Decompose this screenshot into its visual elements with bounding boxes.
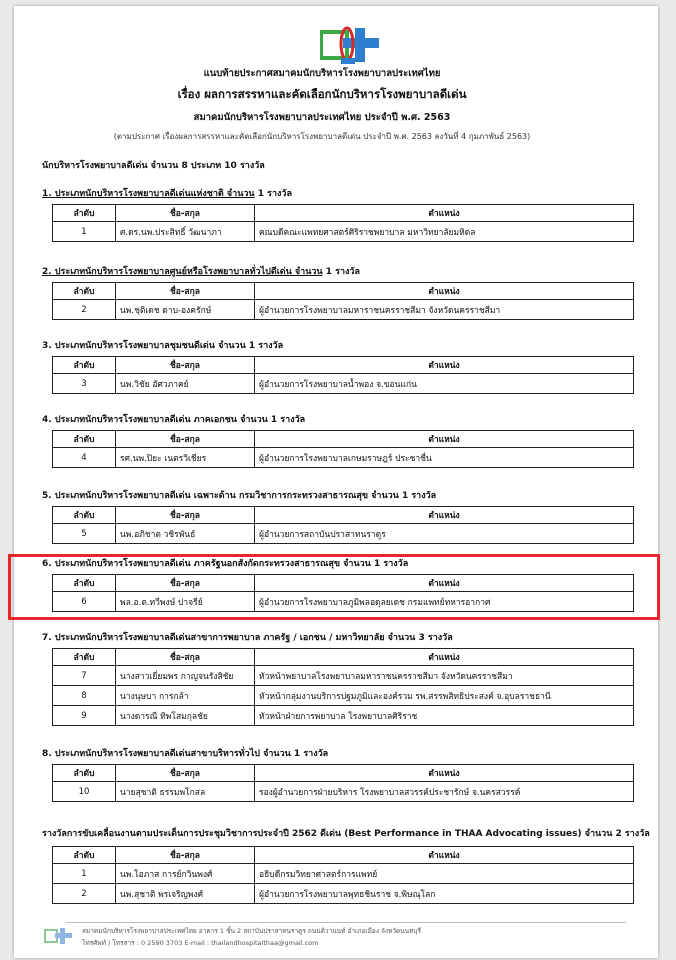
award-table — [52, 506, 634, 544]
cell-name: รศ.นพ.ปิยะ เนตรวิเชียร — [116, 448, 255, 468]
section-title-text: 5. ประเภทนักบริหารโรงพยาบาลดีเด่น เฉพาะด้าน กรมวิชาการกระทรวงสาธารณสุข จำนวน 1 รางวัล — [42, 491, 437, 501]
column-header-no: ลำดับ — [53, 205, 116, 222]
column-header-no: ลำดับ — [53, 847, 116, 864]
document-title: เรื่อง ผลการสรรหาและคัดเลือกนักบริหารโรงพยาบาลดีเด่น — [177, 87, 467, 101]
cell-number: 7 — [53, 666, 116, 686]
award-table — [52, 846, 634, 904]
award-table — [52, 356, 634, 394]
section-title — [42, 488, 436, 502]
summary-line: นักบริหารโรงพยาบาลดีเด่น จำนวน 8 ประเภท 10 รางวัล — [42, 161, 265, 171]
section-title — [42, 826, 650, 840]
award-table — [52, 282, 634, 320]
cell-name: นพ.สุชาติ พรเจริญพงศ์ — [116, 884, 255, 904]
column-header-name: ชื่อ-สกุล — [116, 649, 255, 666]
section-title-text: 7. ประเภทนักบริหารโรงพยาบาลดีเด่นสาขาการพยาบาล ภาครัฐ / เอกชน / มหาวิทยาลัย จำนวน 3 รางวัล — [42, 633, 453, 643]
cell-position: หัวหน้ากลุ่มงานบริการปฐมภูมิและองค์รวม รพ.สรรพสิทธิประสงค์ จ.อุบลราชธานี — [255, 686, 634, 706]
section-title — [42, 412, 305, 426]
column-header-no: ลำดับ — [53, 283, 116, 300]
column-header-no: ลำดับ — [53, 431, 116, 448]
cell-position: หัวหน้าฝ่ายการพยาบาล โรงพยาบาลศิริราช — [255, 706, 634, 726]
header-line-3: สมาคมนักบริหารโรงพยาบาลประเทศไทย ประจำปี พ.ศ. 2563 — [193, 112, 451, 123]
column-header-name: ชื่อ-สกุล — [116, 431, 255, 448]
cell-position: รองผู้อำนวยการฝ่ายบริหาร โรงพยาบาลสวรรค์ประชารักษ์ จ.นครสวรรค์ — [255, 782, 634, 802]
column-header-position: ตำแหน่ง — [255, 357, 634, 374]
award-table — [52, 204, 634, 242]
cell-position: ผู้อำนวยการโรงพยาบาลพุทธชินราช จ.พิษณุโลก — [255, 884, 634, 904]
table-row — [53, 782, 634, 802]
header-line-1: แนบท้ายประกาศสมาคมนักบริหารโรงพยาบาลประเทศไทย — [203, 68, 441, 79]
section-title-underlined: 1. ประเภทนักบริหารโรงพยาบาลดีเด่นแห่งชาติ จำนวน — [42, 189, 255, 199]
column-header-position: ตำแหน่ง — [255, 847, 634, 864]
cell-name: นางนุษบา การกล้า — [116, 686, 255, 706]
column-header-no: ลำดับ — [53, 765, 116, 782]
table-header-row — [53, 507, 634, 524]
cell-number: 6 — [53, 592, 116, 612]
section-title — [42, 338, 283, 352]
cell-name: นายสุชาติ ธรรมพโกสล — [116, 782, 255, 802]
footer-contact: โทรศัพท์ / โทรสาร : 0 2590 3703 E-mail : thailandhospitalthaa@gmail.com — [82, 939, 319, 947]
footer-divider — [66, 922, 626, 923]
cell-number: 2 — [53, 300, 116, 320]
cell-position: ผู้อำนวยการโรงพยาบาลมหาราชนครราชสีมา จังหวัดนครราชสีมา — [255, 300, 634, 320]
column-header-name: ชื่อ-สกุล — [116, 575, 255, 592]
cell-number: 9 — [53, 706, 116, 726]
header-reference: (ตามประกาศ เรื่องผลการสรรหาและคัดเลือกนักบริหารโรงพยาบาลดีเด่น ประจำปี พ.ศ. 2563 ลงวันที่ 4 กุมภาพันธ์ 2563) — [113, 132, 531, 141]
column-header-position: ตำแหน่ง — [255, 649, 634, 666]
table-header-row — [53, 649, 634, 666]
cell-number: 10 — [53, 782, 116, 802]
section-title-text: รางวัลการขับเคลื่อนงานตามประเด็นการประชุมวิชาการประจำปี 2562 ดีเด่น (Best Performance in THAA Advocating issues) จำนวน 2 รางวัล — [42, 829, 650, 839]
column-header-position: ตำแหน่ง — [255, 507, 634, 524]
award-table — [52, 430, 634, 468]
cell-name: พล.อ.ต.ทวีพงษ์ ปาจรีย์ — [116, 592, 255, 612]
cell-name: ศ.ดร.นพ.ประสิทธิ์ วัฒนาภา — [116, 222, 255, 242]
cell-number: 1 — [53, 864, 116, 884]
section-title-underlined: 2. ประเภทนักบริหารโรงพยาบาลศูนย์หรือโรงพยาบาลทั่วไปดีเด่น จำนวน — [42, 267, 323, 277]
cell-number: 1 — [53, 222, 116, 242]
section-title-text: 8. ประเภทนักบริหารโรงพยาบาลดีเด่นสาขาบริหารทั่วไป จำนวน 1 รางวัล — [42, 749, 329, 759]
table-row — [53, 222, 634, 242]
footer-address: สมาคมนักบริหารโรงพยาบาลประเทศไทย อาคาร 1 ชั้น 2 สถาบันปราสาทนราดูร ถนนติวานนท์ อำเภอเมือง จังหวัดนนทบุรี — [82, 927, 421, 935]
red-highlight-box — [8, 554, 660, 620]
cell-name: นางสาวเยี่ยมพร กาญจนรังสิชัย — [116, 666, 255, 686]
cell-number: 4 — [53, 448, 116, 468]
table-header-row — [53, 765, 634, 782]
cell-number: 2 — [53, 884, 116, 904]
table-row — [53, 666, 634, 686]
cell-position: ผู้อำนวยการโรงพยาบาลเกษมราษฎร์ ประชาชื่น — [255, 448, 634, 468]
section-title — [42, 264, 360, 278]
column-header-position: ตำแหน่ง — [255, 431, 634, 448]
column-header-name: ชื่อ-สกุล — [116, 847, 255, 864]
document-page — [14, 6, 658, 958]
column-header-no: ลำดับ — [53, 649, 116, 666]
table-row — [53, 864, 634, 884]
award-table — [52, 648, 634, 726]
column-header-name: ชื่อ-สกุล — [116, 205, 255, 222]
table-header-row — [53, 431, 634, 448]
cell-name: นางดารณี ทิพโสมกุลชัย — [116, 706, 255, 726]
table-row — [53, 448, 634, 468]
section-title-text: 3. ประเภทนักบริหารโรงพยาบาลชุมชนดีเด่น จำนวน 1 รางวัล — [42, 341, 284, 351]
section-title — [42, 746, 328, 760]
table-row — [53, 884, 634, 904]
column-header-name: ชื่อ-สกุล — [116, 283, 255, 300]
cell-position: คณบดีคณะแพทยศาสตร์ศิริราชพยาบาล มหาวิทยาลัยมหิดล — [255, 222, 634, 242]
cell-name: นพ.โอภาส การย์กวินพงศ์ — [116, 864, 255, 884]
table-row — [53, 524, 634, 544]
cell-name: นพ.วิชัย อัศวภาคย์ — [116, 374, 255, 394]
cell-position: หัวหน้าพยาบาลโรงพยาบาลมหาราชนครราชสีมา จังหวัดนครราชสีมา — [255, 666, 634, 686]
table-row — [53, 686, 634, 706]
cell-number: 3 — [53, 374, 116, 394]
section-title — [42, 630, 453, 644]
cell-number: 8 — [53, 686, 116, 706]
column-header-no: ลำดับ — [53, 575, 116, 592]
cell-position: ผู้อำนวยการโรงพยาบาลภูมิพลอดุลยเดช กรมแพทย์ทหารอากาศ — [255, 592, 634, 612]
table-row — [53, 300, 634, 320]
table-header-row — [53, 205, 634, 222]
column-header-position: ตำแหน่ง — [255, 283, 634, 300]
column-header-name: ชื่อ-สกุล — [116, 765, 255, 782]
section-title-text: 6. ประเภทนักบริหารโรงพยาบาลดีเด่น ภาครัฐนอกสังกัดกระทรวงสาธารณสุข จำนวน 1 รางวัล — [42, 559, 409, 569]
cell-name: นพ.อภิชาต วชิรพันธ์ — [116, 524, 255, 544]
footer-logo — [44, 926, 74, 946]
column-header-position: ตำแหน่ง — [255, 205, 634, 222]
section-title-text: 1 รางวัล — [322, 267, 360, 277]
column-header-position: ตำแหน่ง — [255, 575, 634, 592]
table-header-row — [53, 283, 634, 300]
section-title-text: 1 รางวัล — [254, 189, 292, 199]
cell-position: ผู้อำนวยการสถาบันปราสาทนราดูร — [255, 524, 634, 544]
column-header-name: ชื่อ-สกุล — [116, 507, 255, 524]
section-title-text: 4. ประเภทนักบริหารโรงพยาบาลดีเด่น ภาคเอกชน จำนวน 1 รางวัล — [42, 415, 306, 425]
table-header-row — [53, 847, 634, 864]
cell-position: อธิบดีกรมวิทยาศาสตร์การแพทย์ — [255, 864, 634, 884]
column-header-no: ลำดับ — [53, 507, 116, 524]
column-header-name: ชื่อ-สกุล — [116, 357, 255, 374]
section-title — [42, 186, 292, 200]
column-header-no: ลำดับ — [53, 357, 116, 374]
table-row — [53, 706, 634, 726]
cell-position: ผู้อำนวยการโรงพยาบาลน้ำพอง จ.ขอนแก่น — [255, 374, 634, 394]
table-header-row — [53, 357, 634, 374]
award-table — [52, 764, 634, 802]
cell-name: นพ.ชุติเดช ดาบ-องครักษ์ — [116, 300, 255, 320]
cell-number: 5 — [53, 524, 116, 544]
column-header-position: ตำแหน่ง — [255, 765, 634, 782]
table-row — [53, 374, 634, 394]
association-logo — [320, 22, 384, 66]
